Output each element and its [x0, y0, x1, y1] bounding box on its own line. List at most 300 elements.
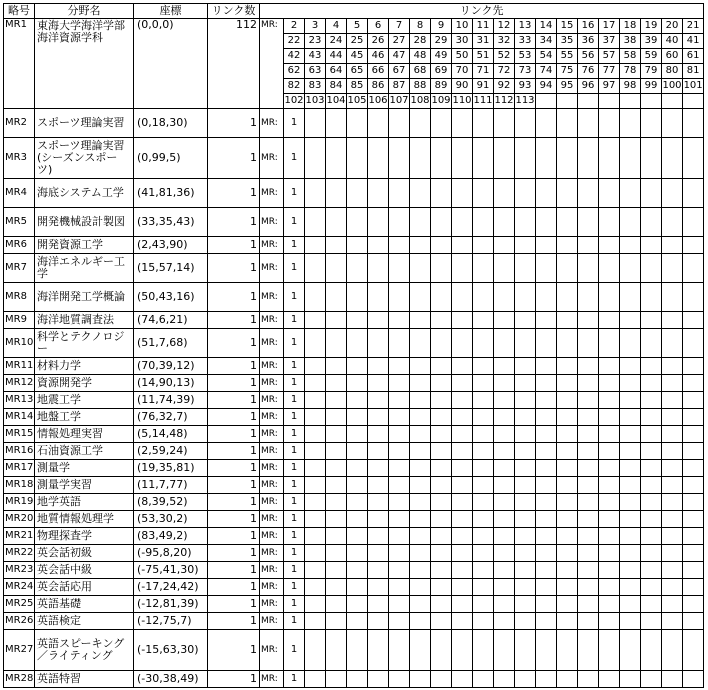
empty-cell [662, 671, 683, 688]
link-number: 5 [347, 19, 368, 34]
header-coord: 座標 [134, 4, 208, 19]
mr-label: MR: [260, 138, 284, 179]
empty-cell [515, 579, 536, 596]
link-number: 41 [683, 34, 704, 49]
empty-cell [641, 392, 662, 409]
empty-cell [473, 671, 494, 688]
empty-cell [389, 109, 410, 138]
empty-cell [368, 596, 389, 613]
table-row [4, 312, 704, 329]
empty-cell [326, 329, 347, 358]
empty-cell [599, 528, 620, 545]
link-number: 103 [305, 94, 326, 109]
link-number: 46 [368, 49, 389, 64]
row-count: 1 [208, 630, 260, 671]
empty-cell [389, 511, 410, 528]
empty-cell [620, 596, 641, 613]
empty-cell [515, 138, 536, 179]
mr-label: MR: [260, 208, 284, 237]
link-number: 91 [473, 79, 494, 94]
row-coord: (-12,81,39) [134, 596, 208, 613]
empty-cell [473, 392, 494, 409]
empty-cell [578, 511, 599, 528]
empty-cell [515, 237, 536, 254]
empty-cell [305, 630, 326, 671]
empty-cell [599, 613, 620, 630]
row-abbr: MR24 [4, 579, 35, 596]
empty-cell [410, 312, 431, 329]
table-row [4, 109, 704, 138]
link-number: 1 [284, 208, 305, 237]
empty-cell [368, 545, 389, 562]
empty-cell [662, 358, 683, 375]
empty-cell [536, 358, 557, 375]
table-row [4, 613, 704, 630]
link-number: 39 [641, 34, 662, 49]
empty-cell [347, 358, 368, 375]
mr-label: MR: [260, 358, 284, 375]
empty-cell [494, 443, 515, 460]
empty-cell [473, 426, 494, 443]
empty-cell [578, 630, 599, 671]
header-name: 分野名 [35, 4, 134, 19]
row-name: 英語検定 [35, 613, 134, 630]
empty-cell [515, 460, 536, 477]
empty-cell [536, 208, 557, 237]
row-coord: (14,90,13) [134, 375, 208, 392]
empty-cell [368, 358, 389, 375]
empty-cell [641, 409, 662, 426]
empty-cell [599, 443, 620, 460]
row-name: 情報処理実習 [35, 426, 134, 443]
empty-cell [494, 312, 515, 329]
link-number: 88 [410, 79, 431, 94]
empty-cell [599, 511, 620, 528]
empty-cell [599, 579, 620, 596]
empty-cell [410, 179, 431, 208]
link-number: 18 [620, 19, 641, 34]
table-row [4, 443, 704, 460]
empty-cell [683, 671, 704, 688]
link-number: 10 [452, 19, 473, 34]
empty-cell [452, 671, 473, 688]
empty-cell [557, 494, 578, 511]
empty-cell [452, 329, 473, 358]
empty-cell [494, 392, 515, 409]
empty-cell [389, 375, 410, 392]
empty-cell [389, 613, 410, 630]
empty-cell [557, 409, 578, 426]
empty-cell [599, 596, 620, 613]
mr-label: MR: [260, 19, 284, 109]
empty-cell [620, 208, 641, 237]
empty-cell [578, 392, 599, 409]
link-number: 57 [599, 49, 620, 64]
empty-cell [368, 208, 389, 237]
mr-label: MR: [260, 392, 284, 409]
empty-cell [662, 283, 683, 312]
table-row [4, 208, 704, 237]
empty-cell [620, 528, 641, 545]
empty-cell [683, 460, 704, 477]
empty-cell [431, 528, 452, 545]
empty-cell [326, 237, 347, 254]
empty-cell [578, 494, 599, 511]
empty-cell [326, 579, 347, 596]
link-number: 1 [284, 579, 305, 596]
row-count: 1 [208, 392, 260, 409]
row-abbr: MR22 [4, 545, 35, 562]
empty-cell [452, 630, 473, 671]
row-count: 1 [208, 426, 260, 443]
empty-cell [389, 671, 410, 688]
empty-cell [347, 528, 368, 545]
empty-cell [599, 562, 620, 579]
link-number: 1 [284, 283, 305, 312]
empty-cell [515, 409, 536, 426]
empty-cell [683, 375, 704, 392]
empty-cell [494, 329, 515, 358]
empty-cell [599, 208, 620, 237]
row-count: 1 [208, 460, 260, 477]
empty-cell [431, 283, 452, 312]
row-coord: (50,43,16) [134, 283, 208, 312]
empty-cell [326, 477, 347, 494]
empty-cell [515, 671, 536, 688]
link-number [683, 94, 704, 109]
empty-cell [662, 375, 683, 392]
row-count: 1 [208, 109, 260, 138]
link-number: 92 [494, 79, 515, 94]
link-number: 1 [284, 494, 305, 511]
row-coord: (-95,8,20) [134, 545, 208, 562]
empty-cell [536, 494, 557, 511]
empty-cell [347, 443, 368, 460]
empty-cell [326, 409, 347, 426]
empty-cell [368, 254, 389, 283]
link-number: 21 [683, 19, 704, 34]
link-number: 96 [578, 79, 599, 94]
row-coord: (33,35,43) [134, 208, 208, 237]
empty-cell [494, 671, 515, 688]
empty-cell [557, 109, 578, 138]
empty-cell [431, 409, 452, 426]
empty-cell [662, 613, 683, 630]
empty-cell [452, 375, 473, 392]
empty-cell [305, 375, 326, 392]
empty-cell [641, 443, 662, 460]
empty-cell [557, 671, 578, 688]
empty-cell [662, 477, 683, 494]
empty-cell [578, 596, 599, 613]
link-number: 71 [473, 64, 494, 79]
row-count: 1 [208, 358, 260, 375]
row-name: スポーツ理論実習(シーズンスポーツ) [35, 138, 134, 179]
empty-cell [641, 562, 662, 579]
link-number: 1 [284, 312, 305, 329]
empty-cell [368, 392, 389, 409]
link-number: 9 [431, 19, 452, 34]
empty-cell [641, 511, 662, 528]
empty-cell [368, 443, 389, 460]
link-number: 1 [284, 562, 305, 579]
empty-cell [515, 179, 536, 208]
empty-cell [305, 613, 326, 630]
empty-cell [326, 426, 347, 443]
row-abbr: MR5 [4, 208, 35, 237]
empty-cell [557, 562, 578, 579]
empty-cell [494, 283, 515, 312]
link-number: 63 [305, 64, 326, 79]
empty-cell [389, 477, 410, 494]
table-row [4, 392, 704, 409]
empty-cell [662, 138, 683, 179]
empty-cell [368, 329, 389, 358]
empty-cell [347, 671, 368, 688]
link-number: 56 [578, 49, 599, 64]
empty-cell [578, 109, 599, 138]
link-number: 33 [515, 34, 536, 49]
link-number: 112 [494, 94, 515, 109]
row-coord: (70,39,12) [134, 358, 208, 375]
empty-cell [431, 426, 452, 443]
empty-cell [431, 562, 452, 579]
link-number: 1 [284, 545, 305, 562]
empty-cell [410, 329, 431, 358]
empty-cell [620, 237, 641, 254]
row-coord: (19,35,81) [134, 460, 208, 477]
empty-cell [662, 460, 683, 477]
empty-cell [305, 392, 326, 409]
row-name: 開発機械設計製図 [35, 208, 134, 237]
empty-cell [494, 237, 515, 254]
link-number: 108 [410, 94, 431, 109]
empty-cell [599, 392, 620, 409]
link-number: 87 [389, 79, 410, 94]
mr-label: MR: [260, 179, 284, 208]
link-number: 54 [536, 49, 557, 64]
row-coord: (53,30,2) [134, 511, 208, 528]
link-number: 1 [284, 358, 305, 375]
empty-cell [473, 477, 494, 494]
mr-label: MR: [260, 375, 284, 392]
empty-cell [326, 392, 347, 409]
empty-cell [410, 358, 431, 375]
empty-cell [515, 562, 536, 579]
link-number: 110 [452, 94, 473, 109]
link-number: 22 [284, 34, 305, 49]
empty-cell [620, 329, 641, 358]
empty-cell [620, 630, 641, 671]
row-name: 英語スピーキング／ライティング [35, 630, 134, 671]
empty-cell [389, 283, 410, 312]
empty-cell [662, 511, 683, 528]
link-number: 1 [284, 460, 305, 477]
row-coord: (74,6,21) [134, 312, 208, 329]
empty-cell [368, 409, 389, 426]
empty-cell [641, 138, 662, 179]
table-row [4, 511, 704, 528]
empty-cell [515, 545, 536, 562]
empty-cell [662, 312, 683, 329]
link-number: 62 [284, 64, 305, 79]
empty-cell [683, 283, 704, 312]
link-number: 45 [347, 49, 368, 64]
empty-cell [536, 237, 557, 254]
empty-cell [515, 494, 536, 511]
empty-cell [473, 138, 494, 179]
empty-cell [368, 511, 389, 528]
link-number: 30 [452, 34, 473, 49]
row-abbr: MR13 [4, 392, 35, 409]
empty-cell [599, 630, 620, 671]
empty-cell [683, 613, 704, 630]
row-count: 1 [208, 208, 260, 237]
empty-cell [599, 477, 620, 494]
row-name: 材料力学 [35, 358, 134, 375]
link-number: 94 [536, 79, 557, 94]
link-number: 53 [515, 49, 536, 64]
empty-cell [557, 254, 578, 283]
table-row [4, 477, 704, 494]
empty-cell [452, 460, 473, 477]
header-count: リンク数 [208, 4, 260, 19]
empty-cell [683, 477, 704, 494]
row-coord: (2,43,90) [134, 237, 208, 254]
empty-cell [515, 596, 536, 613]
link-number: 37 [599, 34, 620, 49]
empty-cell [641, 579, 662, 596]
empty-cell [368, 179, 389, 208]
empty-cell [347, 254, 368, 283]
empty-cell [557, 460, 578, 477]
link-number: 14 [536, 19, 557, 34]
empty-cell [683, 358, 704, 375]
empty-cell [515, 208, 536, 237]
empty-cell [557, 596, 578, 613]
row-name: 石油資源工学 [35, 443, 134, 460]
link-number [662, 94, 683, 109]
empty-cell [662, 179, 683, 208]
empty-cell [557, 208, 578, 237]
link-number: 84 [326, 79, 347, 94]
empty-cell [494, 494, 515, 511]
empty-cell [641, 358, 662, 375]
empty-cell [431, 671, 452, 688]
empty-cell [389, 254, 410, 283]
empty-cell [452, 138, 473, 179]
empty-cell [305, 562, 326, 579]
empty-cell [410, 596, 431, 613]
empty-cell [305, 545, 326, 562]
empty-cell [578, 671, 599, 688]
empty-cell [473, 443, 494, 460]
empty-cell [515, 375, 536, 392]
empty-cell [452, 208, 473, 237]
link-number: 1 [284, 329, 305, 358]
empty-cell [641, 254, 662, 283]
empty-cell [389, 528, 410, 545]
empty-cell [431, 494, 452, 511]
empty-cell [368, 630, 389, 671]
mr-label: MR: [260, 494, 284, 511]
empty-cell [305, 254, 326, 283]
empty-cell [536, 138, 557, 179]
row-abbr: MR27 [4, 630, 35, 671]
empty-cell [536, 460, 557, 477]
empty-cell [578, 545, 599, 562]
link-number: 4 [326, 19, 347, 34]
empty-cell [473, 494, 494, 511]
row-count: 1 [208, 477, 260, 494]
table-row [4, 494, 704, 511]
empty-cell [326, 562, 347, 579]
link-number: 111 [473, 94, 494, 109]
mr-label: MR: [260, 562, 284, 579]
link-number: 107 [389, 94, 410, 109]
empty-cell [431, 358, 452, 375]
empty-cell [305, 596, 326, 613]
link-number: 74 [536, 64, 557, 79]
empty-cell [389, 179, 410, 208]
empty-cell [620, 409, 641, 426]
empty-cell [347, 460, 368, 477]
empty-cell [473, 596, 494, 613]
empty-cell [431, 630, 452, 671]
empty-cell [536, 596, 557, 613]
row-name: 英語特習 [35, 671, 134, 688]
empty-cell [305, 409, 326, 426]
empty-cell [494, 375, 515, 392]
empty-cell [557, 579, 578, 596]
empty-cell [662, 545, 683, 562]
empty-cell [389, 392, 410, 409]
empty-cell [641, 329, 662, 358]
empty-cell [452, 545, 473, 562]
empty-cell [578, 138, 599, 179]
link-number: 69 [431, 64, 452, 79]
link-number: 1 [284, 254, 305, 283]
row-count: 1 [208, 283, 260, 312]
row-coord: (-15,63,30) [134, 630, 208, 671]
empty-cell [410, 613, 431, 630]
link-number: 12 [494, 19, 515, 34]
empty-cell [557, 630, 578, 671]
empty-cell [515, 477, 536, 494]
empty-cell [368, 375, 389, 392]
empty-cell [410, 545, 431, 562]
row-name: 地盤工学 [35, 409, 134, 426]
link-number: 31 [473, 34, 494, 49]
link-number: 1 [284, 392, 305, 409]
table-row [4, 254, 704, 283]
empty-cell [578, 613, 599, 630]
row-count: 1 [208, 596, 260, 613]
empty-cell [431, 237, 452, 254]
empty-cell [473, 579, 494, 596]
empty-cell [389, 426, 410, 443]
empty-cell [494, 208, 515, 237]
empty-cell [305, 579, 326, 596]
link-number: 40 [662, 34, 683, 49]
mr-label: MR: [260, 579, 284, 596]
empty-cell [683, 312, 704, 329]
empty-cell [368, 613, 389, 630]
empty-cell [368, 494, 389, 511]
link-table [3, 3, 704, 688]
empty-cell [389, 562, 410, 579]
link-number: 1 [284, 109, 305, 138]
